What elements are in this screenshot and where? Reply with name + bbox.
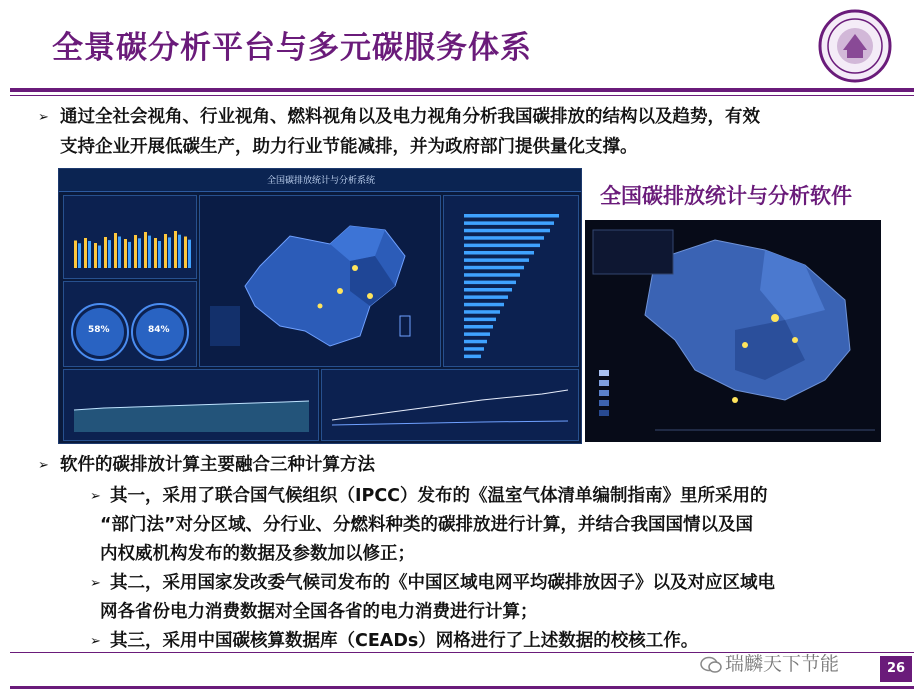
- dashboard-screenshot: [58, 168, 582, 444]
- bullet-1-line-2: 支持企业开展低碳生产，助力行业节能减排，并为政府部门提供量化支撑。: [60, 137, 638, 157]
- sub-bullet-arrow-icon: ➢: [90, 634, 101, 649]
- sub-bullet-1-line-2: “部门法”对分区域、分行业、分燃料种类的碳排放进行计算，并结合我国国情以及国: [100, 515, 754, 535]
- province-map-screenshot: [585, 220, 881, 442]
- bullet-1-line-1: 通过全社会视角、行业视角、燃料视角以及电力视角分析我国碳排放的结构以及趋势，有效: [60, 107, 760, 127]
- sub-bullet-1-line-1: 其一，采用了联合国气候组织（IPCC）发布的《温室气体清单编制指南》里所采用的: [110, 486, 768, 506]
- bar-mark: [128, 242, 131, 268]
- province-map-graphic: [585, 220, 881, 442]
- rank-bar: [464, 332, 490, 336]
- gauge-2-value: 84%: [148, 325, 170, 335]
- rank-bar: [464, 221, 554, 225]
- rank-bar: [464, 295, 508, 299]
- bar-mark: [174, 231, 177, 268]
- footer-rule-thick: [10, 686, 914, 689]
- panel-china-map: [199, 195, 441, 367]
- bar-mark: [184, 237, 187, 269]
- sub-bullet-3-line-1: 其三，采用中国碳核算数据库（CEADs）网格进行了上述数据的校核工作。: [110, 631, 699, 651]
- bar-mark: [114, 233, 117, 268]
- rank-bar: [464, 244, 540, 248]
- panel-gauges: [63, 281, 197, 367]
- china-map-graphic: [200, 196, 440, 366]
- bar-mark: [78, 243, 81, 268]
- rank-bar: [464, 214, 559, 218]
- bar-mark: [88, 241, 91, 268]
- bar-mark: [158, 241, 161, 268]
- bar-mark: [108, 240, 111, 268]
- bar-mark: [98, 246, 101, 269]
- figure-caption: 全国碳排放统计与分析软件: [600, 184, 852, 208]
- bar-mark: [104, 237, 107, 268]
- bar-mark: [94, 243, 97, 268]
- bar-mark: [124, 239, 127, 268]
- rank-bar: [464, 288, 512, 292]
- gauges-graphic: [64, 282, 196, 366]
- rank-bar: [464, 310, 500, 314]
- sub-bullet-2-line-1: 其二，采用国家发改委气候司发布的《中国区域电网平均碳排放因子》以及对应区域电: [110, 573, 775, 593]
- bar-mark: [74, 241, 77, 269]
- rank-bar: [464, 273, 520, 277]
- slide-title: 全景碳分析平台与多元碳服务体系: [52, 30, 532, 66]
- rank-bar: [464, 347, 484, 351]
- bar-mark: [138, 238, 141, 268]
- sub-bullet-1-line-3: 内权威机构发布的数据及参数加以修正；: [100, 544, 415, 564]
- dashboard-title: 全国碳排放统计与分析系统: [267, 176, 376, 186]
- watermark: 瑞麟天下节能: [725, 653, 840, 675]
- bar-mark: [154, 238, 157, 268]
- bar-mark: [168, 237, 171, 268]
- sub-bullet-arrow-icon: ➢: [90, 576, 101, 591]
- rank-bar: [464, 281, 516, 285]
- wechat-icon: [700, 655, 722, 675]
- rank-bar: [464, 355, 481, 359]
- rank-bars: [444, 196, 578, 366]
- bar-mark: [144, 232, 147, 268]
- title-rule: [10, 88, 914, 92]
- bar-mark: [148, 236, 151, 268]
- bar-mark: [118, 237, 121, 269]
- bar-mark: [84, 238, 87, 268]
- rank-bar: [464, 340, 487, 344]
- panel-line-chart-2: [321, 369, 579, 441]
- line-chart-1: [64, 370, 318, 440]
- rank-bar: [464, 236, 544, 240]
- bullet-2-line-1: 软件的碳排放计算主要融合三种计算方法: [60, 455, 375, 475]
- sub-bullet-2-line-2: 网各省份电力消费数据对全国各省的电力消费进行计算；: [100, 602, 538, 622]
- bullet-arrow-icon: ➢: [38, 110, 49, 125]
- rank-bar: [464, 258, 529, 262]
- rank-bar: [464, 229, 550, 233]
- page-number: 26: [880, 656, 912, 682]
- university-seal-icon: [817, 8, 893, 84]
- rank-bar: [464, 325, 493, 329]
- panel-rank-list: [443, 195, 579, 367]
- rank-bar: [464, 251, 534, 255]
- rank-bar: [464, 318, 496, 322]
- bar-mark: [134, 235, 137, 268]
- rank-bar: [464, 266, 524, 270]
- dashboard-header: [59, 169, 581, 192]
- panel-bar-chart: [63, 195, 197, 279]
- bullet-arrow-icon: ➢: [38, 458, 49, 473]
- sub-bullet-arrow-icon: ➢: [90, 489, 101, 504]
- gauge-1-value: 58%: [88, 325, 110, 335]
- rank-bar: [464, 303, 504, 307]
- panel-line-chart-1: [63, 369, 319, 441]
- bar-mark: [178, 235, 181, 268]
- bar-mark: [164, 234, 167, 268]
- bar-chart: [64, 196, 196, 278]
- line-chart-2: [322, 370, 578, 440]
- title-rule-thin: [10, 95, 914, 96]
- bar-mark: [188, 240, 191, 268]
